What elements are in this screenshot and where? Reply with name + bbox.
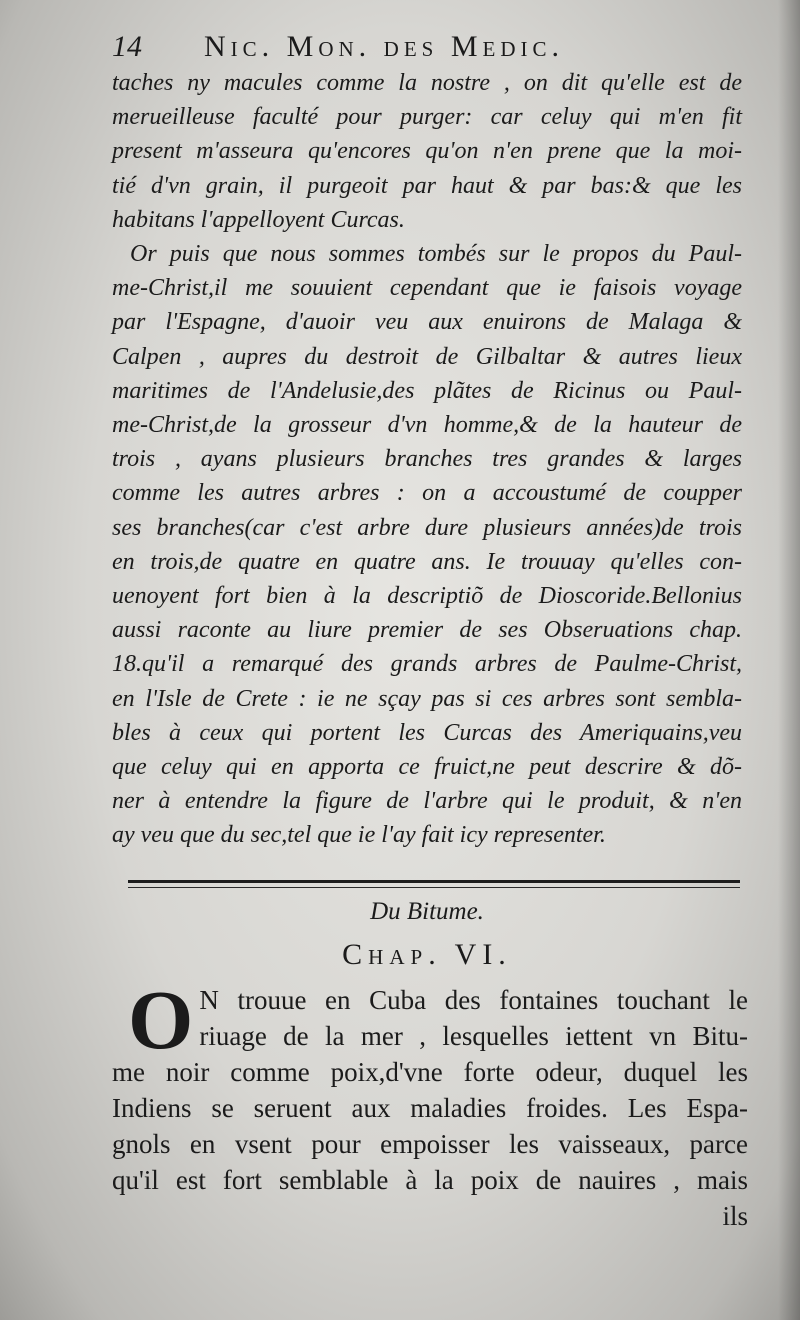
text-line: trois , ayans plusieurs branches tres grandes & larges <box>112 446 742 473</box>
chapter-heading: Chap. VI. <box>342 938 512 971</box>
text-line: me-Christ,il me souuient cependant que ie faisois voyage <box>112 275 742 302</box>
text-line: qu'il est fort semblable à la poix de nauires , mais <box>112 1165 748 1195</box>
section-title: Du Bitume. <box>370 898 484 925</box>
text-line: ner à entendre la figure de l'arbre qui le produit, & n'en <box>112 788 742 815</box>
text-line: ses branches(car c'est arbre dure plusieurs années)de trois <box>112 514 742 541</box>
text-line: habitans l'appelloyent Curcas. <box>112 206 405 233</box>
text-line: en trois,de quatre en quatre ans. Ie trouuay qu'elles con- <box>112 548 742 575</box>
page-edge-shadow <box>778 0 800 1320</box>
text-line: riuage de la mer , lesquelles iettent vn Bitu- <box>199 1021 748 1051</box>
text-line: Calpen , aupres du destroit de Gilbaltar & autres lieux <box>112 343 742 370</box>
text-line: uenoyent fort bien à la descriptiõ de Dioscoride.Bellonius <box>112 583 742 610</box>
section-divider-thick <box>128 880 740 883</box>
text-line: par l'Espagne, d'auoir veu aux enuirons de Malaga & <box>112 309 742 336</box>
text-line: ay veu que du sec,tel que ie l'ay fait icy representer. <box>112 822 606 849</box>
text-line: taches ny macules comme la nostre , on dit qu'elle est de <box>112 70 742 96</box>
text-line: que celuy qui en apporta ce fruict,ne peut descrire & dõ- <box>112 754 742 781</box>
italic-text-block <box>112 66 742 853</box>
text-line: gnols en vsent pour empoisser les vaisseaux, parce <box>112 1129 748 1159</box>
text-line: present m'asseura qu'encores qu'on n'en prene que la moi- <box>112 138 742 165</box>
text-line: tié d'vn grain, il purgeoit par haut & par bas:& que les <box>112 172 742 199</box>
text-line: me noir comme poix,d'vne forte odeur, duquel les <box>112 1057 748 1087</box>
running-head: Nic. Mon. des Medic. <box>204 30 565 63</box>
text-line: Or puis que nous sommes tombés sur le propos du Paul- <box>130 241 742 268</box>
text-line: Indiens se seruent aux maladies froides. Les Espa- <box>112 1093 748 1123</box>
chapter-text-block <box>112 974 748 1234</box>
text-line: merueilleuse faculté pour purger: car celuy qui m'en fit <box>112 104 742 131</box>
text-line: en l'Isle de Crete : ie ne sçay pas si ces arbres sont sembla- <box>112 685 742 712</box>
drop-cap: O <box>128 974 194 1067</box>
text-line: bles à ceux qui portent les Curcas des Ameriquains,veu <box>112 719 742 746</box>
text-line: maritimes de l'Andelusie,des plãtes de Ricinus ou Paul- <box>112 377 742 404</box>
text-line: comme les autres arbres : on a accoustumé de coupper <box>112 480 742 507</box>
page-header <box>112 26 740 66</box>
section-divider-thin <box>128 887 740 888</box>
text-line: me-Christ,de la grosseur d'vn homme,& de la hauteur de <box>112 412 742 439</box>
text-line: 18.qu'il a remarqué des grands arbres de Paulme-Christ, <box>112 651 742 678</box>
page-number: 14 <box>112 30 142 63</box>
text-line: N trouue en Cuba des fontaines touchant le <box>199 985 748 1015</box>
text-line: aussi raconte au liure premier de ses Obseruations chap. <box>112 617 742 644</box>
catchword: ils <box>722 1201 748 1231</box>
